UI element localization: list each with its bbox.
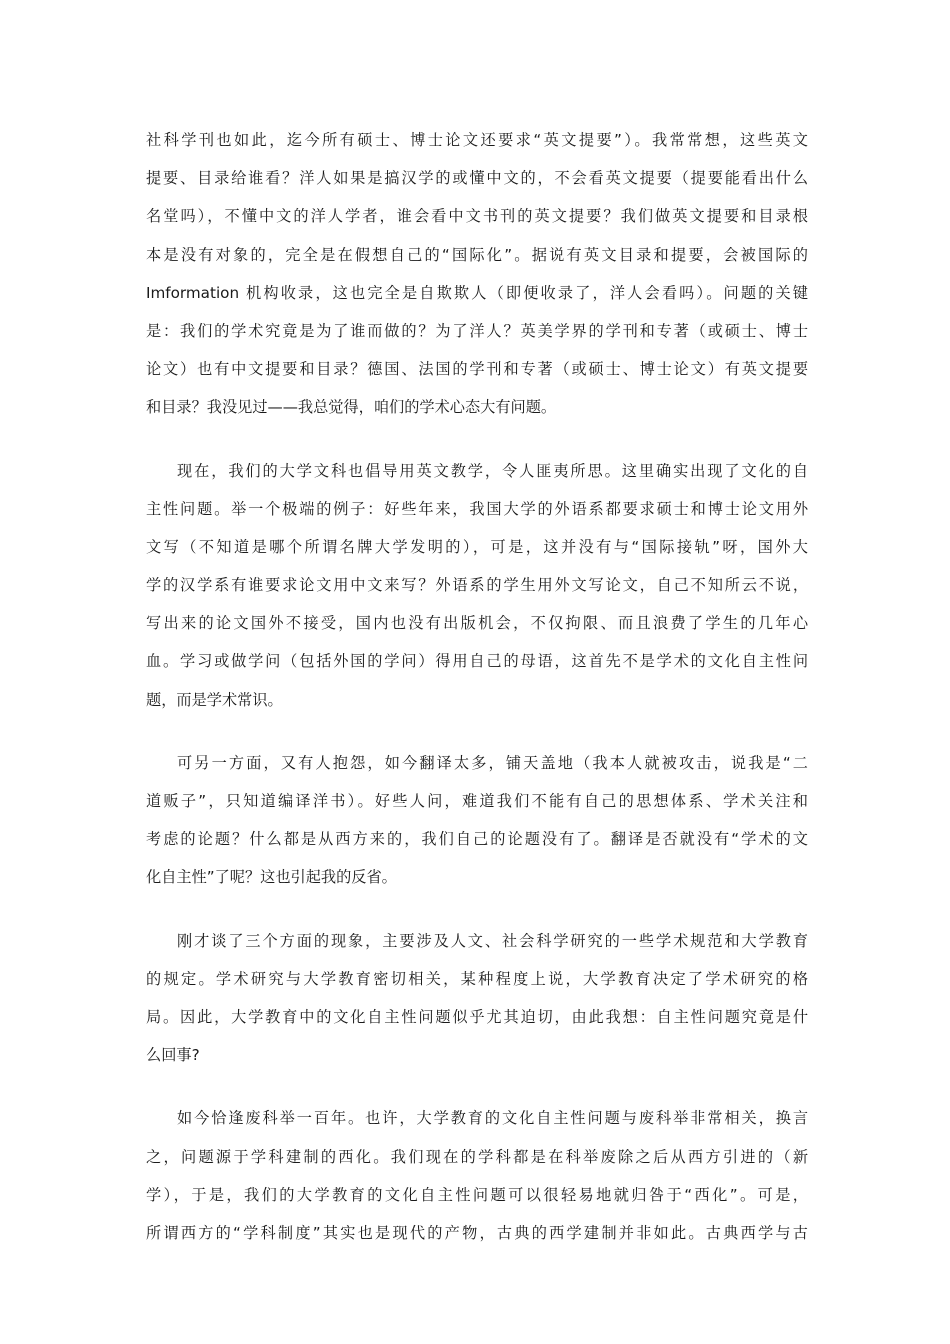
text-line: 学），于是，我们的大学教育的文化自主性问题可以很轻易地就归咎于“西化”。可是， (146, 1185, 808, 1204)
text-line: 提要、目录给谁看？洋人如果是搞汉学的或懂中文的，不会看英文提要（提要能看出什么 (146, 169, 808, 188)
text-line: 化自主性”了呢？这也引起我的反省。 (146, 868, 397, 887)
paragraph-2 (146, 452, 808, 719)
text-line: 考虑的论题？什么都是从西方来的，我们自己的论题没有了。翻译是否就没有“学术的文 (146, 830, 808, 849)
paragraph-3 (146, 744, 808, 897)
text-line: 和目录？我没见过——我总觉得，咱们的学术心态大有问题。 (146, 398, 557, 417)
text-line: 刚才谈了三个方面的现象，主要涉及人文、社会科学研究的一些学术规范和大学教育 (177, 931, 808, 950)
text-line: 本是没有对象的，完全是在假想自己的“国际化”。据说有英文目录和提要，会被国际的 (146, 245, 808, 264)
text-line: 所谓西方的“学科制度”其实也是现代的产物，古典的西学建制并非如此。古典西学与古 (146, 1223, 808, 1242)
text-line: 血。学习或做学问（包括外国的学问）得用自己的母语，这首先不是学术的文化自主性问 (146, 652, 808, 671)
body-text (146, 121, 808, 1277)
text-line: 名堂吗），不懂中文的洋人学者，谁会看中文书刊的英文提要？我们做英文提要和目录根 (146, 207, 808, 226)
text-line: 社科学刊也如此，迄今所有硕士、博士论文还要求“英文提要”）。我常常想，这些英文 (146, 131, 808, 149)
paragraph-5 (146, 1099, 808, 1252)
text-line: 写出来的论文国外不接受，国内也没有出版机会，不仅拘限、而且浪费了学生的几年心 (146, 614, 808, 633)
text-line: 是：我们的学术究竟是为了谁而做的？为了洋人？英美学界的学刊和专著（或硕士、博士 (146, 321, 808, 340)
text-line: 么回事? (146, 1046, 200, 1065)
paragraph-4 (146, 922, 808, 1075)
text-line: Imformation 机构收录，这也完全是自欺欺人（即便收录了，洋人会看吗）。问题的关键 (146, 283, 808, 302)
text-line: 道贩子”，只知道编译洋书）。好些人问，难道我们不能有自己的思想体系、学术关注和 (146, 792, 808, 810)
paragraph-1 (146, 121, 808, 427)
text-line: 题，而是学术常识。 (146, 690, 283, 709)
text-line: 局。因此，大学教育中的文化自主性问题似乎尤其迫切，由此我想：自主性问题究竟是什 (146, 1007, 808, 1026)
text-line: 学的汉学系有谁要求论文用中文来写？外语系的学生用外文写论文，自己不知所云不说， (146, 576, 808, 595)
text-line: 文写（不知道是哪个所谓名牌大学发明的），可是，这并没有与“国际接轨”呀，国外大 (146, 537, 808, 556)
text-line: 之，问题源于学科建制的西化。我们现在的学科都是在科举废除之后从西方引进的（新 (146, 1147, 808, 1166)
text-line: 现在，我们的大学文科也倡导用英文教学，令人匪夷所思。这里确实出现了文化的自 (177, 461, 808, 480)
text-line: 如今恰逢废科举一百年。也许，大学教育的文化自主性问题与废科举非常相关，换言 (177, 1109, 808, 1128)
text-line: 的规定。学术研究与大学教育密切相关，某种程度上说，大学教育决定了学术研究的格 (146, 969, 808, 988)
text-line: 论文）也有中文提要和目录？德国、法国的学刊和专著（或硕士、博士论文）有英文提要 (146, 360, 808, 379)
text-line: 可另一方面，又有人抱怨，如今翻译太多，铺天盖地（我本人就被攻击，说我是“二 (177, 753, 808, 772)
text-line: 主性问题。举一个极端的例子：好些年来，我国大学的外语系都要求硕士和博士论文用外 (146, 499, 808, 518)
